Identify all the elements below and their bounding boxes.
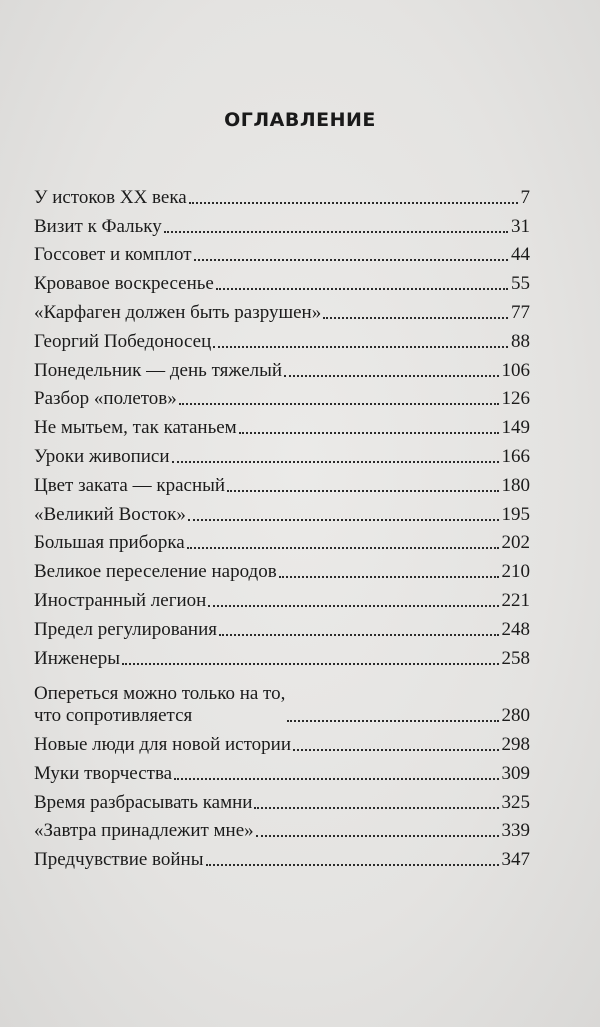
toc-entry-title: Большая приборка [34,532,185,554]
toc-entry [34,439,530,468]
toc-entry-title: Разбор «полетов» [34,388,177,410]
dot-leader [256,835,499,837]
toc-entry-title: Муки творчества [34,762,173,784]
toc-entry [34,353,530,382]
toc-entry-page-number: 325 [501,791,530,813]
toc-entry [34,785,530,814]
toc-entry-title: Госсовет и комплот [34,244,192,266]
toc-entry-title: Время разбрасывать камни [34,791,253,813]
dot-leader [174,778,498,780]
toc-entry-title: Визит к Фальку [34,215,162,237]
toc-entry-title: У истоков XX века [34,186,187,208]
dot-leader [239,432,499,434]
dot-leader [172,461,499,463]
dot-leader [188,519,499,521]
toc-entry-title: Опереться можно только на то, что сопротивляется [34,683,286,727]
toc-entry-page-number: 347 [501,849,530,871]
toc-entry-title: «Завтра принадлежит мне» [34,820,254,842]
toc-entry-page-number: 195 [501,503,530,525]
toc-entry-title: Великое переселение народов [34,561,277,583]
dot-leader [219,634,498,636]
toc-entry [34,468,530,497]
dot-leader [287,720,498,722]
toc-entry [34,382,530,411]
toc-entry-page-number: 210 [501,561,530,583]
toc-entry-title: Новые люди для новой истории [34,733,291,755]
toc-entry [34,410,530,439]
toc-entry-title: Иностранный легион [34,589,207,611]
toc-entry-page-number: 180 [501,474,530,496]
toc-entry [34,583,530,612]
toc-entry-title: Предел регулирования [34,618,218,640]
toc-entry [34,554,530,583]
dot-leader [284,375,498,377]
toc-entry [34,526,530,555]
toc-entry-page-number: 258 [501,647,530,669]
toc-entry [34,814,530,843]
toc-entry-page-number: 248 [501,618,530,640]
toc-entry-title: Георгий Победоносец [34,330,212,352]
toc-entry-page-number: 202 [501,532,530,554]
toc-entry-page-number: 339 [501,820,530,842]
dot-leader [279,576,499,578]
toc-entry-title: Цвет заката — красный [34,474,226,496]
dot-leader [323,317,508,319]
toc-entry [34,670,530,728]
dot-leader [122,663,498,665]
dot-leader [189,202,518,204]
toc-entry-title: Не мытьем, так катаньем [34,417,237,439]
dot-leader [206,864,499,866]
toc-entry-page-number: 221 [501,589,530,611]
dot-leader [293,749,499,751]
toc-entry [34,612,530,641]
toc-entry-title: Уроки живописи [34,445,170,467]
toc-entry-title: Понедельник — день тяжелый [34,359,283,381]
dot-leader [187,547,499,549]
table-of-contents [34,180,530,871]
toc-entry-page-number: 44 [511,244,530,266]
toc-entry-title: Предчувствие войны [34,849,204,871]
toc-entry [34,295,530,324]
toc-entry-page-number: 88 [511,330,530,352]
toc-entry-page-number: 55 [511,273,530,295]
toc-entry [34,842,530,871]
dot-leader [216,288,508,290]
toc-entry-page-number: 280 [501,705,530,727]
toc-entry-page-number: 126 [501,388,530,410]
dot-leader [208,605,498,607]
toc-entry [34,238,530,267]
toc-entry-page-number: 77 [511,301,530,323]
toc-entry-title: «Карфаген должен быть разрушен» [34,301,322,323]
dot-leader [213,346,508,348]
toc-entry [34,180,530,209]
toc-entry [34,266,530,295]
dot-leader [254,807,498,809]
toc-entry-title: Инженеры [34,647,121,669]
toc-entry [34,497,530,526]
toc-heading: ОГЛАВЛЕНИЕ [224,109,376,131]
dot-leader [194,259,508,261]
toc-entry-page-number: 7 [520,186,530,208]
toc-entry-title: «Великий Восток» [34,503,186,525]
toc-entry-page-number: 106 [501,359,530,381]
dot-leader [179,403,499,405]
toc-entry [34,727,530,756]
toc-entry [34,324,530,353]
toc-entry-page-number: 309 [501,762,530,784]
toc-entry-page-number: 166 [501,445,530,467]
toc-entry [34,641,530,670]
toc-entry [34,209,530,238]
toc-entry-title: Кровавое воскресенье [34,273,214,295]
toc-entry [34,756,530,785]
dot-leader [227,490,498,492]
toc-entry-page-number: 149 [501,417,530,439]
toc-entry-page-number: 298 [501,733,530,755]
toc-entry-page-number: 31 [511,215,530,237]
dot-leader [164,231,508,233]
